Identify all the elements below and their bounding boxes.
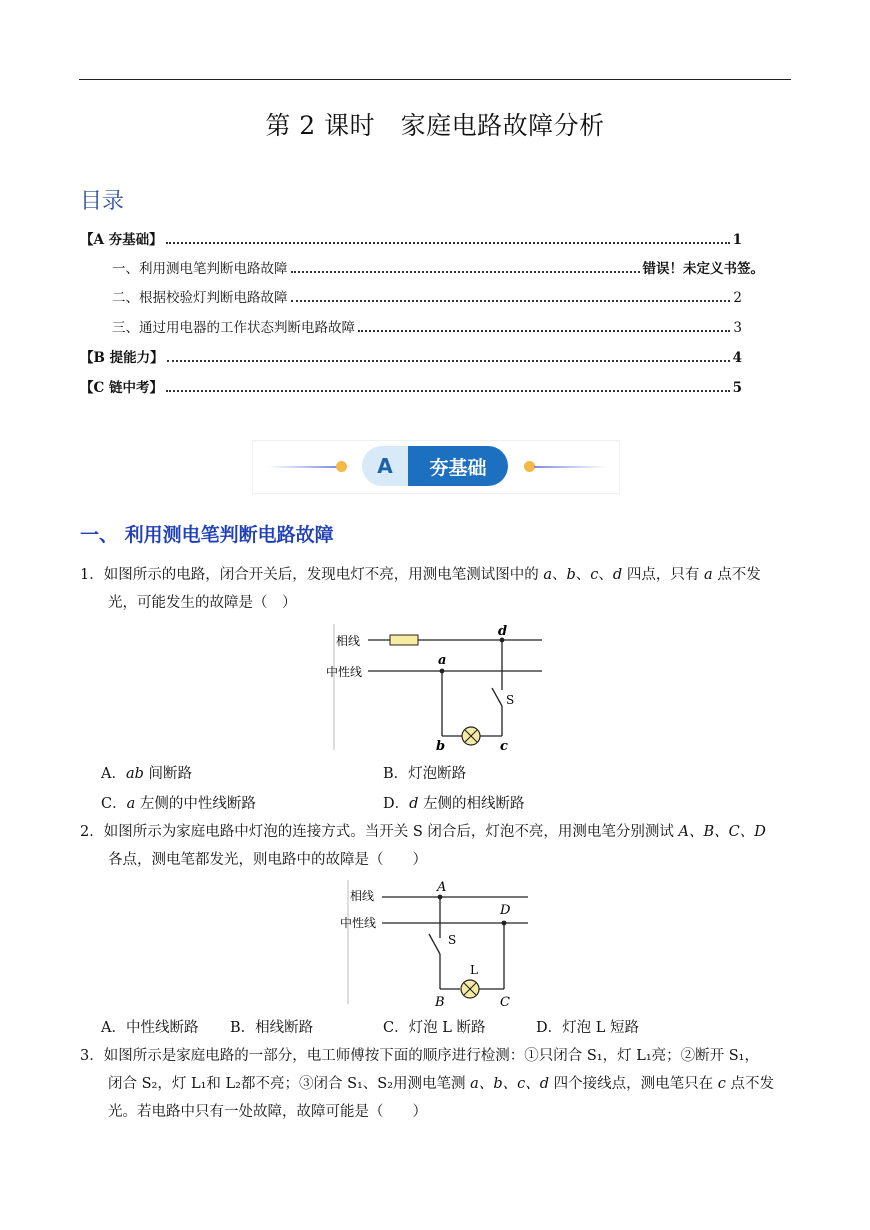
toc-page: 1 bbox=[732, 232, 742, 248]
live-wire-label: 相线 bbox=[336, 634, 361, 648]
toc-row[interactable] bbox=[112, 259, 764, 277]
banner-letter: A bbox=[362, 446, 408, 486]
toc-row[interactable] bbox=[112, 318, 742, 336]
label-c: c bbox=[500, 739, 508, 754]
switch-blade bbox=[429, 934, 440, 954]
question-text: 四点，只有 bbox=[622, 567, 704, 583]
question-1 bbox=[80, 561, 800, 617]
toc-page: 5 bbox=[732, 380, 742, 396]
var-a: a bbox=[703, 567, 713, 583]
question-vars: A、B、C、D bbox=[678, 824, 766, 840]
live-wire-label: 相线 bbox=[350, 889, 375, 903]
label-C: C bbox=[500, 995, 510, 1010]
toc-label: 三、通过用电器的工作状态判断电路故障 bbox=[112, 320, 355, 336]
label-D: D bbox=[500, 903, 511, 918]
question-3 bbox=[80, 1042, 800, 1126]
toc-label: 【B 提能力】 bbox=[80, 350, 164, 366]
var-d: d bbox=[612, 567, 623, 583]
toc-label: 【A 夯基础】 bbox=[80, 232, 163, 248]
toc-page: 4 bbox=[732, 350, 742, 366]
question-number: 3． bbox=[80, 1048, 104, 1064]
banner-pill bbox=[362, 446, 508, 486]
toc-leader bbox=[166, 390, 730, 392]
question-number: 2． bbox=[80, 824, 104, 840]
toc-row[interactable] bbox=[80, 378, 742, 396]
separator: 、 bbox=[575, 567, 591, 583]
neutral-wire-label: 中性线 bbox=[326, 665, 363, 679]
banner-line-right bbox=[534, 466, 606, 468]
label-b: b bbox=[436, 739, 446, 754]
option-d[interactable] bbox=[383, 792, 525, 813]
option-d[interactable]: D．灯泡 L 短路 bbox=[536, 1020, 639, 1036]
toc-label: 二、根据校验灯判断电路故障 bbox=[112, 290, 288, 306]
circuit-diagram-2 bbox=[336, 876, 536, 1010]
toc-page: 2 bbox=[733, 290, 742, 306]
toc-label: 【C 链中考】 bbox=[80, 380, 163, 396]
question-text: 如图所示是家庭电路的一部分，电工师傅按下面的顺序进行检测：①只闭合 S₁，灯 L₁亮；②断开 S₁， bbox=[103, 1048, 759, 1064]
label-A: A bbox=[437, 880, 447, 895]
question-number: 1． bbox=[80, 567, 104, 583]
banner-line-left bbox=[268, 466, 338, 468]
toc-row[interactable] bbox=[80, 348, 742, 366]
label-B: B bbox=[435, 995, 445, 1010]
option-letter: C． bbox=[101, 796, 127, 812]
question-text: 闭合 S₂，灯 L₁和 L₂都不亮；③闭合 S₁、S₂用测电笔测 bbox=[108, 1076, 471, 1092]
option-b[interactable]: B．相线断路 bbox=[230, 1020, 314, 1036]
option-c[interactable]: C．灯泡 L 断路 bbox=[383, 1020, 486, 1036]
circuit-diagram-1 bbox=[320, 620, 560, 755]
section-heading: 一、 利用测电笔判断电路故障 bbox=[80, 524, 334, 546]
banner-dot-left bbox=[336, 461, 347, 472]
question-1-line-2 bbox=[80, 589, 800, 617]
toc-page: 3 bbox=[733, 320, 742, 336]
question-text: 光，可能发生的故障是（ ） bbox=[108, 595, 297, 611]
question-3-line-1 bbox=[80, 1042, 800, 1070]
option-text: 左侧的中性线断路 bbox=[135, 796, 256, 812]
toc-heading: 目录 bbox=[80, 189, 125, 214]
toc-page: 错误！未定义书签。 bbox=[642, 261, 764, 277]
question-text: 如图所示为家庭电路中灯泡的连接方式。当开关 S 闭合后，灯泡不亮，用测电笔分别测试 bbox=[103, 824, 679, 840]
neutral-wire-label: 中性线 bbox=[340, 916, 377, 930]
option-letter: A． bbox=[101, 766, 126, 782]
toc-leader bbox=[291, 300, 731, 302]
page-title: 第 2 课时 家庭电路故障分析 bbox=[265, 111, 605, 140]
question-1-line-1 bbox=[80, 561, 800, 589]
question-text: 光。若电路中只有一处故障，故障可能是（ ） bbox=[108, 1104, 427, 1120]
option-text: 间断路 bbox=[143, 766, 193, 782]
switch-label: S bbox=[448, 933, 457, 947]
question-3-line-3 bbox=[80, 1098, 800, 1126]
question-2-line-2 bbox=[80, 846, 800, 874]
header-rule bbox=[79, 79, 791, 80]
question-2-line-1 bbox=[80, 818, 800, 846]
switch-label: S bbox=[506, 693, 515, 707]
option-b[interactable]: B．灯泡断路 bbox=[383, 766, 467, 782]
option-letter: D． bbox=[383, 796, 410, 812]
toc-row[interactable] bbox=[112, 288, 742, 306]
question-text: 四个接线点，测电笔只在 bbox=[549, 1076, 718, 1092]
option-a[interactable]: A．中性线断路 bbox=[101, 1020, 199, 1036]
var-c: c bbox=[717, 1076, 726, 1092]
option-var: a bbox=[126, 796, 136, 812]
toc-leader bbox=[166, 242, 730, 244]
question-text: 各点，测电笔都发光，则电路中的故障是（ ） bbox=[108, 852, 427, 868]
label-a: a bbox=[438, 653, 447, 668]
var-a: a bbox=[543, 567, 552, 583]
question-vars: a、b、c、d bbox=[470, 1076, 550, 1092]
toc-label: 一、利用测电笔判断电路故障 bbox=[112, 261, 288, 277]
option-text: 左侧的相线断路 bbox=[418, 796, 525, 812]
toc-row[interactable] bbox=[80, 230, 742, 248]
option-var: d bbox=[409, 796, 419, 812]
question-2 bbox=[80, 818, 800, 874]
toc-leader bbox=[358, 330, 730, 332]
separator: 、 bbox=[552, 567, 567, 583]
toc-leader bbox=[291, 271, 640, 273]
label-d: d bbox=[498, 624, 508, 639]
var-b: b bbox=[566, 567, 576, 583]
option-c[interactable] bbox=[101, 792, 256, 813]
question-text: 如图所示的电路，闭合开关后，发现电灯不亮，用测电笔测试图中的 bbox=[103, 567, 544, 583]
toc-leader bbox=[167, 360, 730, 362]
banner-text: 夯基础 bbox=[408, 446, 508, 486]
separator: 、 bbox=[598, 567, 613, 583]
switch-blade bbox=[492, 688, 502, 706]
question-3-line-2 bbox=[80, 1070, 800, 1098]
var-c: c bbox=[590, 567, 599, 583]
question-text: 点不发 bbox=[712, 567, 761, 583]
question-text: 点不发 bbox=[725, 1076, 774, 1092]
option-var: ab bbox=[125, 766, 144, 782]
option-a[interactable] bbox=[101, 762, 192, 783]
lamp-label: L bbox=[470, 963, 478, 977]
fuse bbox=[390, 635, 418, 645]
